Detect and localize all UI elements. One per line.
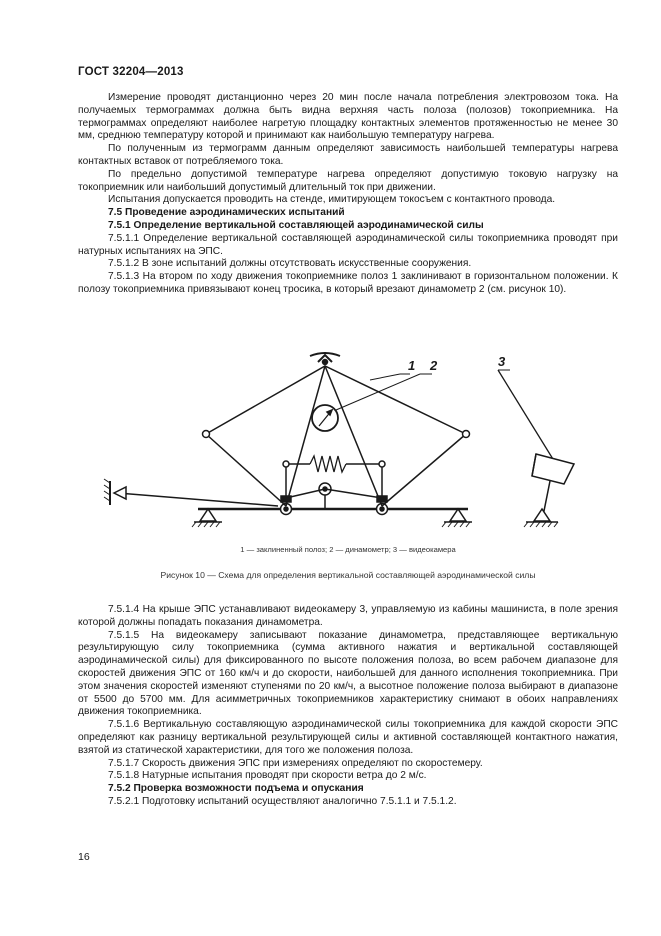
- document-header: ГОСТ 32204—2013: [78, 66, 184, 78]
- subsection-heading: 7.5.2 Проверка возможности подъема и опускания: [108, 783, 364, 795]
- text-block-bottom: [78, 604, 618, 809]
- label-3: 3: [498, 354, 506, 369]
- left-support: [192, 509, 222, 527]
- hinge-left: [203, 431, 210, 438]
- arm-right: [325, 366, 382, 506]
- paragraph: 7.5.1.8 Натурные испытания проводят при скорости ветра до 2 м/с.: [108, 770, 427, 782]
- paragraph: Измерение проводят дистанционно через 20 мин после начала потребления электровозом тока. На получаемых термограммах должна быть видна верхняя часть полоза (полозов) токоприемника. На термограммах определяют наиболее нагретую площадку контактных элементов протяженностью не менее 30 мм, среднюю температуру которой и принимают как наибольшую температуру нагрева.: [78, 92, 618, 142]
- pantograph-head: [310, 353, 340, 365]
- paragraph: 7.5.1.1 Определение вертикальной составляющей аэродинамической силы токоприемника проводят при натурных испытаниях на ЭПС.: [78, 232, 618, 257]
- paragraph: 7.5.1.6 Вертикальную составляющую аэродинамической силы токоприемника для каждой скорости ЭПС определяют как разницу вертикальной результирующей силы и активной составляющей контактного нажатия, взятой из статической характеристики, для того же положения полоза.: [78, 719, 618, 756]
- figure-10-schematic: [78, 346, 618, 536]
- dynamometer: [312, 405, 338, 431]
- leader-1: [370, 374, 400, 380]
- video-camera: [498, 370, 574, 527]
- cable: [118, 493, 278, 506]
- paragraph: Испытания допускается проводить на стенде, имитирующем токосъем с контактного провода.: [108, 194, 556, 206]
- spring-assembly: [281, 456, 387, 509]
- page-number: 16: [78, 851, 90, 863]
- label-1: 1: [408, 358, 416, 373]
- arm-left: [286, 366, 325, 506]
- paragraph: 7.5.1.4 На крыше ЭПС устанавливают видеокамеру 3, управляемую из кабины машиниста, в поле зрения которой должны попадать показания динамометра.: [78, 604, 618, 628]
- paragraph: 7.5.1.3 На втором по ходу движения токоприемнике полоз 1 заклинивают в горизонтальном положении. К полозу токоприемника привязывают конец тросика, в который врезают динамометр 2 (см. рисунок 10).: [78, 271, 618, 295]
- upper-frame-right: [206, 366, 466, 506]
- paragraph: 7.5.1.2 В зоне испытаний должны отсутствовать искусственные сооружения.: [108, 258, 472, 270]
- paragraph: 7.5.2.1 Подготовку испытаний осуществляют аналогично 7.5.1.1 и 7.5.1.2.: [108, 795, 457, 807]
- hinge-right: [463, 431, 470, 438]
- figure-caption: Рисунок 10 — Схема для определения вертикальной составляющей аэродинамической силы: [160, 570, 536, 580]
- paragraph: 7.5.1.7 Скорость движения ЭПС при измерениях определяют по скоростемеру.: [108, 757, 483, 769]
- pantograph-diagram: [78, 346, 618, 536]
- right-support: [442, 509, 472, 527]
- section-heading: 7.5 Проведение аэродинамических испытаний: [108, 207, 345, 219]
- lower-frame-left: [206, 434, 286, 506]
- paragraph: По полученным из термограмм данным определяют зависимость наибольшей температуры нагрева контактных вставок от потребляемого тока.: [78, 143, 618, 167]
- paragraph: 7.5.1.5 На видеокамеру записывают показание динамометра, представляющее вертикальную результирующую силу токоприемника (сумма активного нажатия и вертикальной составляющей аэродинамической силы) для фиксированного по высоте положения полоза, во всем рабочем диапазоне для скоростей движения ЭПС от 160 км/ч и до скорости, наибольшей для данного исполнения токоприемника. При этом значения скоростей изменяют ступенями по 20 км/ч, а высотное положение полоза выбирают в диапазоне от 5500 до 5700 мм. Для асимметричных токоприемников характеристику снимают в обоих направлениях движения токоприемника.: [78, 629, 618, 718]
- leader-2: [336, 374, 420, 410]
- paragraph: По предельно допустимой температуре нагрева определяют допустимую токовую нагрузку на токоприемник или наибольший допустимый длительный ток при движении.: [78, 168, 618, 193]
- subsection-heading: 7.5.1 Определение вертикальной составляющей аэродинамической силы: [108, 219, 484, 231]
- label-2: 2: [430, 358, 438, 373]
- left-anchor: [104, 479, 126, 505]
- figure-legend: 1 — заклиненный полоз; 2 — динамометр; 3 — видеокамера: [240, 545, 456, 554]
- text-block-top: [78, 92, 618, 297]
